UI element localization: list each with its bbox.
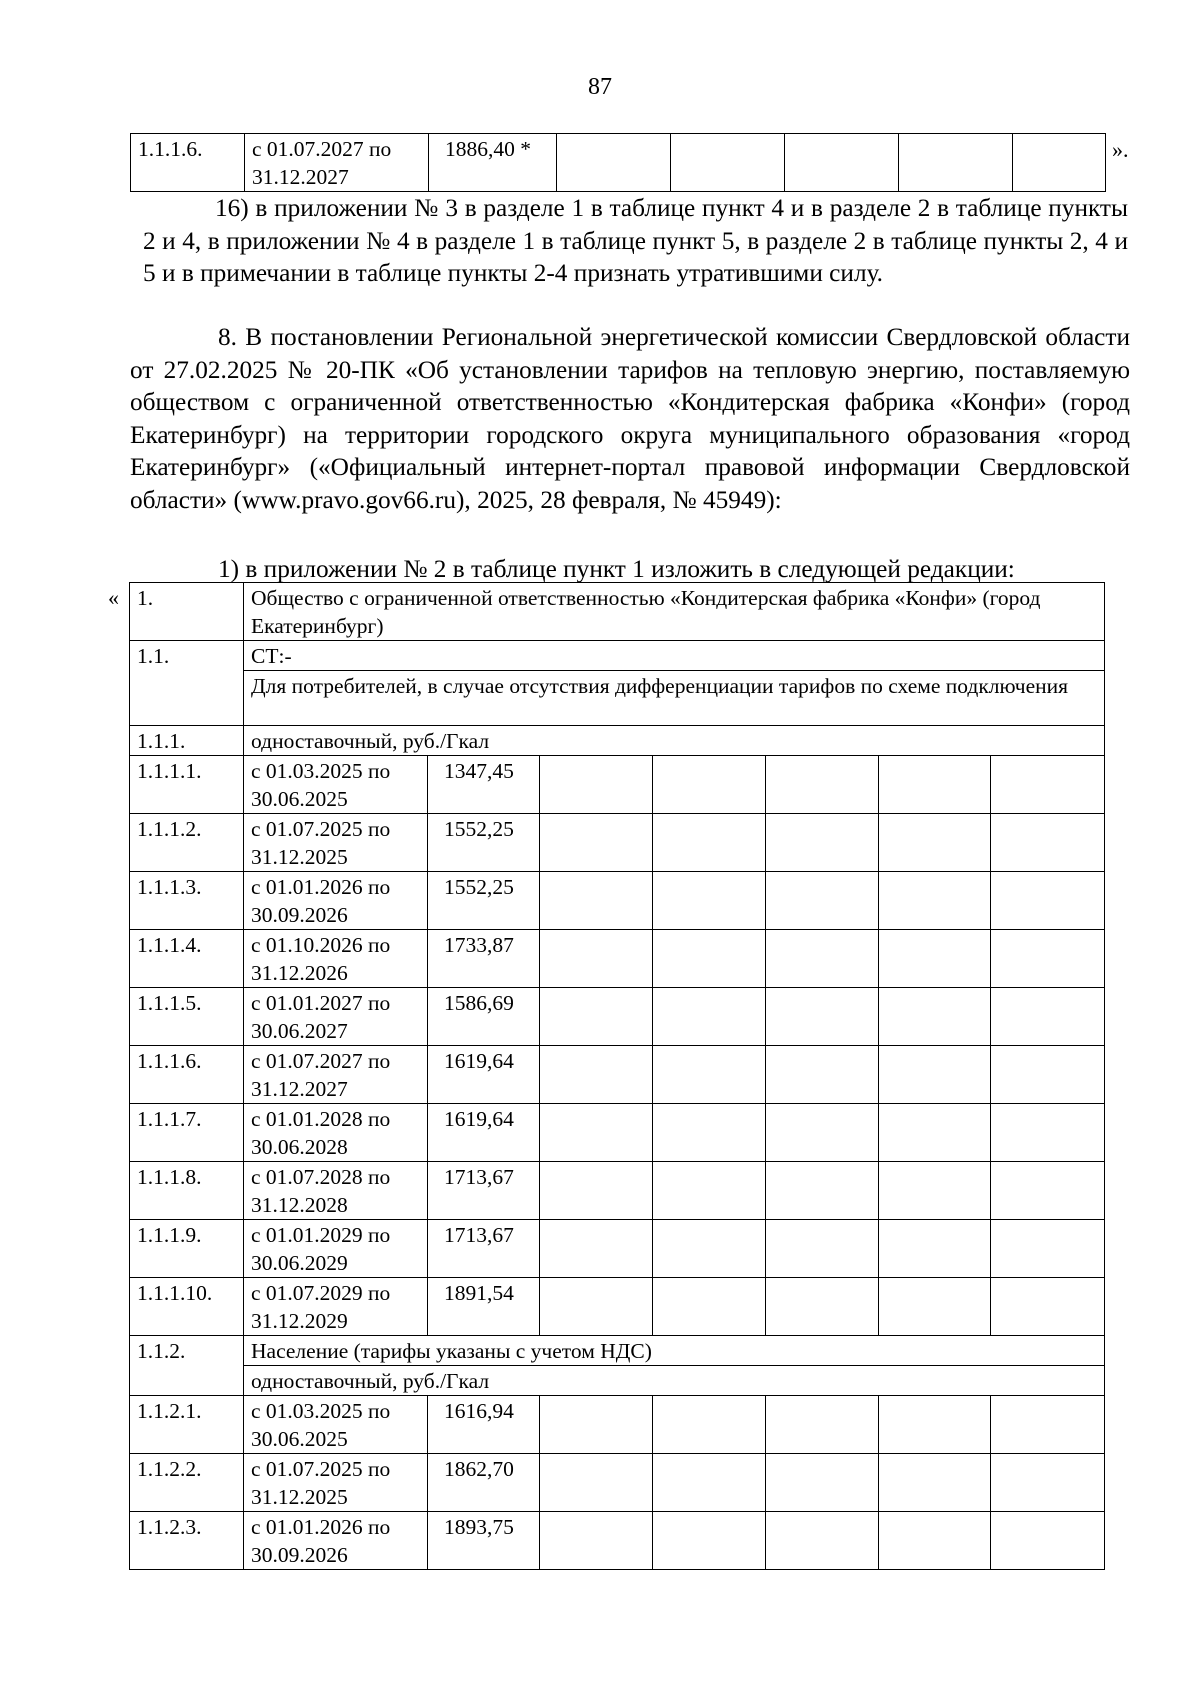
empty-cell (766, 1278, 879, 1336)
row-value: 1552,25 (428, 814, 540, 872)
row-number: 1.1.1.10. (130, 1278, 244, 1336)
empty-cell (879, 1162, 991, 1220)
empty-cell (991, 872, 1105, 930)
empty-cell (766, 872, 879, 930)
row-value: 1713,67 (428, 1162, 540, 1220)
empty-cell (653, 1046, 766, 1104)
row-period: с 01.01.2029 по 30.06.2029 (244, 1220, 428, 1278)
section-row (130, 641, 1105, 671)
empty-cell (653, 1220, 766, 1278)
empty-cell (991, 1512, 1105, 1570)
row-value: 1862,70 (428, 1454, 540, 1512)
empty-cell (879, 756, 991, 814)
empty-cell (653, 814, 766, 872)
paragraph-1: 1) в приложении № 2 в таблице пункт 1 изложить в следующей редакции: (218, 555, 1015, 583)
row-number: 1.1.2.1. (130, 1396, 244, 1454)
subsection-type: одноставочный, руб./Гкал (244, 1366, 1105, 1396)
closing-quote-mark: ». (1112, 137, 1129, 162)
empty-cell (540, 1454, 653, 1512)
empty-cell (785, 134, 899, 192)
empty-cell (991, 814, 1105, 872)
empty-cell (879, 988, 991, 1046)
row-period: с 01.01.2027 по 30.06.2027 (244, 988, 428, 1046)
table-row (131, 134, 1106, 192)
row-number: 1.1.1.2. (130, 814, 244, 872)
empty-cell (557, 134, 671, 192)
empty-cell (879, 1454, 991, 1512)
continuation-table (130, 133, 1106, 192)
table-row (130, 1220, 1105, 1278)
empty-cell (540, 1278, 653, 1336)
row-period: с 01.07.2025 по 31.12.2025 (244, 814, 428, 872)
empty-cell (879, 1220, 991, 1278)
empty-cell (653, 1454, 766, 1512)
empty-cell (879, 1104, 991, 1162)
row-value: 1586,69 (428, 988, 540, 1046)
table-row (130, 988, 1105, 1046)
row-number: 1.1.1.1. (130, 756, 244, 814)
empty-cell (540, 988, 653, 1046)
empty-cell (653, 1278, 766, 1336)
empty-cell (540, 756, 653, 814)
subsection-type-row (130, 1366, 1105, 1396)
row-value: 1616,94 (428, 1396, 540, 1454)
row-number: 1.1.2.2. (130, 1454, 244, 1512)
empty-cell (653, 872, 766, 930)
empty-cell (991, 1046, 1105, 1104)
empty-cell (540, 1396, 653, 1454)
row-period: с 01.07.2025 по 31.12.2025 (244, 1454, 428, 1512)
subsection-row (130, 1336, 1105, 1366)
empty-cell (991, 1396, 1105, 1454)
row-number: 1.1.2.3. (130, 1512, 244, 1570)
empty-cell (879, 814, 991, 872)
empty-cell (766, 1396, 879, 1454)
row-period: с 01.01.2028 по 30.06.2028 (244, 1104, 428, 1162)
section-label: СТ:- (244, 641, 1105, 671)
row-period: с 01.01.2026 по 30.09.2026 (244, 1512, 428, 1570)
empty-cell (766, 1104, 879, 1162)
section-description: Для потребителей, в случае отсутствия дифференциации тарифов по схеме подключения (244, 671, 1105, 726)
paragraph-16: 16) в приложении № 3 в разделе 1 в таблице пункт 4 и в разделе 2 в таблице пункты 2 и 4, в приложении № 4 в разделе 1 в таблице пункт 5, в разделе 2 в таблице пункты 2, 4 и 5 и в примечании в таблице пункты 2-4 признать утратившими силу. (143, 194, 1128, 288)
empty-cell (991, 1104, 1105, 1162)
empty-cell (766, 930, 879, 988)
section-desc-row (130, 671, 1105, 726)
row-value: 1733,87 (428, 930, 540, 988)
row-value: 1619,64 (428, 1046, 540, 1104)
row-period: с 01.01.2026 по 30.09.2026 (244, 872, 428, 930)
empty-cell (899, 134, 1013, 192)
row-value: 1891,54 (428, 1278, 540, 1336)
empty-cell (766, 1046, 879, 1104)
row-value: 1713,67 (428, 1220, 540, 1278)
subsection-row (130, 726, 1105, 756)
row-period: с 01.07.2028 по 31.12.2028 (244, 1162, 428, 1220)
empty-cell (991, 988, 1105, 1046)
empty-cell (991, 1220, 1105, 1278)
row-period: с 01.07.2029 по 31.12.2029 (244, 1278, 428, 1336)
empty-cell (671, 134, 785, 192)
row-number: 1.1.1.6. (131, 134, 245, 192)
empty-cell (653, 1396, 766, 1454)
subsection-number: 1.1.1. (130, 726, 244, 756)
empty-cell (991, 1278, 1105, 1336)
empty-cell (540, 814, 653, 872)
empty-cell (766, 814, 879, 872)
table-row (130, 1278, 1105, 1336)
table-row (130, 1162, 1105, 1220)
empty-cell (879, 1512, 991, 1570)
empty-cell (879, 1278, 991, 1336)
empty-cell (653, 988, 766, 1046)
empty-cell (991, 1162, 1105, 1220)
opening-quote-mark: « (108, 585, 119, 610)
row-value: 1552,25 (428, 872, 540, 930)
empty-cell (653, 1162, 766, 1220)
empty-cell (991, 756, 1105, 814)
row-period: с 01.07.2027 по 31.12.2027 (244, 1046, 428, 1104)
empty-cell (540, 930, 653, 988)
row-value: 1619,64 (428, 1104, 540, 1162)
empty-cell (766, 1512, 879, 1570)
empty-cell (540, 1512, 653, 1570)
empty-cell (766, 1454, 879, 1512)
empty-cell (540, 1046, 653, 1104)
row-period: с 01.07.2027 по 31.12.2027 (245, 134, 429, 192)
row-value: 1347,45 (428, 756, 540, 814)
row-number: 1.1.1.7. (130, 1104, 244, 1162)
empty-cell (540, 1220, 653, 1278)
empty-cell (653, 1104, 766, 1162)
table-row (130, 756, 1105, 814)
empty-cell (766, 1220, 879, 1278)
section-number: 1.1. (130, 641, 244, 726)
subsection-label: одноставочный, руб./Гкал (244, 726, 1105, 756)
table-row (130, 872, 1105, 930)
table-row (130, 1396, 1105, 1454)
empty-cell (879, 1396, 991, 1454)
row-number: 1.1.1.6. (130, 1046, 244, 1104)
row-number: 1.1.1.9. (130, 1220, 244, 1278)
row-period: с 01.10.2026 по 31.12.2026 (244, 930, 428, 988)
empty-cell (540, 1162, 653, 1220)
empty-cell (879, 872, 991, 930)
empty-cell (991, 1454, 1105, 1512)
paragraph-8: 8. В постановлении Региональной энергетической комиссии Свердловской области от 27.02.2025 № 20-ПК «Об установлении тарифов на тепловую энергию, поставляемую обществом с ограниченной ответственностью «Кондитерская фабрика «Конфи» (город Екатеринбург) на территории городского округа муниципального образования «город Екатеринбург» («Официальный интернет-портал правовой информации Свердловской области» (www.pravo.gov66.ru), 2025, 28 февраля, № 45949): (130, 323, 1130, 514)
table-row (130, 814, 1105, 872)
empty-cell (653, 930, 766, 988)
subsection-label: Население (тарифы указаны с учетом НДС) (244, 1336, 1105, 1366)
row-value: 1893,75 (428, 1512, 540, 1570)
row-value: 1886,40 * (429, 134, 557, 192)
tariff-table (129, 582, 1105, 1570)
empty-cell (653, 756, 766, 814)
row-period: с 01.03.2025 по 30.06.2025 (244, 756, 428, 814)
table-row (130, 930, 1105, 988)
empty-cell (540, 872, 653, 930)
empty-cell (879, 1046, 991, 1104)
org-row (130, 583, 1105, 641)
table-row (130, 1046, 1105, 1104)
org-number: 1. (130, 583, 244, 641)
empty-cell (653, 1512, 766, 1570)
row-number: 1.1.1.4. (130, 930, 244, 988)
empty-cell (766, 988, 879, 1046)
subsection-number: 1.1.2. (130, 1336, 244, 1396)
row-number: 1.1.1.5. (130, 988, 244, 1046)
org-name: Общество с ограниченной ответственностью «Кондитерская фабрика «Конфи» (город Екатеринбург) (244, 583, 1105, 641)
row-number: 1.1.1.3. (130, 872, 244, 930)
empty-cell (879, 930, 991, 988)
table-row (130, 1104, 1105, 1162)
empty-cell (991, 930, 1105, 988)
table-row (130, 1454, 1105, 1512)
table-row (130, 1512, 1105, 1570)
row-number: 1.1.1.8. (130, 1162, 244, 1220)
empty-cell (540, 1104, 653, 1162)
row-period: с 01.03.2025 по 30.06.2025 (244, 1396, 428, 1454)
page-number: 87 (588, 74, 612, 100)
empty-cell (1013, 134, 1106, 192)
empty-cell (766, 756, 879, 814)
empty-cell (766, 1162, 879, 1220)
